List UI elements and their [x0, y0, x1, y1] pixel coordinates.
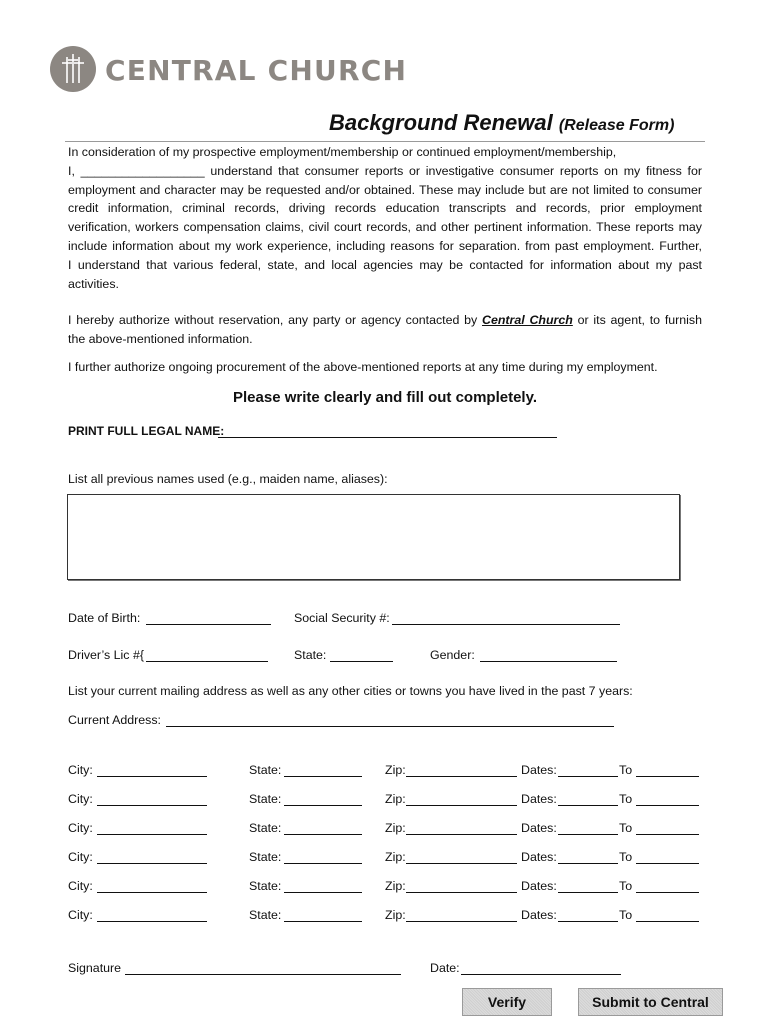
address-city-label: City:: [68, 850, 93, 864]
address-state-input[interactable]: [284, 763, 362, 777]
address-zip-label: Zip:: [385, 850, 406, 864]
address-state-input[interactable]: [284, 908, 362, 922]
address-city-label: City:: [68, 879, 93, 893]
address-to-label: To: [619, 879, 633, 893]
signature-date-label: Date:: [430, 961, 460, 975]
signature-date-input[interactable]: [461, 961, 621, 975]
authorize-text-after: or its agent, to furnish: [572, 313, 703, 327]
intro-line: verification, workers compensation claims, civil court records, and other pertinent information. These reports may: [68, 220, 702, 235]
address-to-input[interactable]: [636, 879, 699, 893]
address-city-label: City:: [68, 763, 93, 777]
address-state-label: State:: [249, 879, 282, 893]
address-state-label: State:: [249, 763, 282, 777]
intro-line: I understand that various federal, state, and local agencies may be contacted for information about my past: [68, 257, 702, 272]
address-dates-input[interactable]: [558, 763, 618, 777]
address-city-label: City:: [68, 821, 93, 835]
address-to-input[interactable]: [636, 763, 699, 777]
address-city-label: City:: [68, 792, 93, 806]
intro-line: employment and character may be requested and/or obtained. These may include but are not limited to consumer: [68, 182, 702, 197]
title-main: Background Renewal: [329, 110, 553, 135]
address-city-input[interactable]: [97, 763, 207, 777]
address-city-input[interactable]: [97, 850, 207, 864]
address-city-input[interactable]: [97, 908, 207, 922]
address-zip-label: Zip:: [385, 908, 406, 922]
drivers-lic-label: Driver’s Lic #{: [68, 648, 144, 662]
address-state-label: State:: [249, 792, 282, 806]
address-zip-input[interactable]: [406, 879, 517, 893]
intro-paragraph: [68, 143, 702, 293]
signature-input[interactable]: [125, 961, 401, 975]
address-dates-label: Dates:: [521, 821, 557, 835]
address-dates-label: Dates:: [521, 792, 557, 806]
authorize-line-2: the above-mentioned information.: [68, 331, 253, 346]
address-dates-label: Dates:: [521, 908, 557, 922]
dob-input[interactable]: [146, 611, 271, 625]
form-title: [329, 110, 674, 136]
intro-line: credit information, criminal records, driving records education transcripts and records, prior employment: [68, 201, 702, 216]
address-state-label: State:: [249, 908, 282, 922]
org-name: Central Church: [482, 313, 573, 327]
previous-names-textarea[interactable]: [67, 494, 680, 580]
address-state-input[interactable]: [284, 850, 362, 864]
address-zip-input[interactable]: [406, 850, 517, 864]
address-to-input[interactable]: [636, 908, 699, 922]
address-dates-input[interactable]: [558, 792, 618, 806]
address-to-label: To: [619, 821, 633, 835]
current-address-input[interactable]: [166, 713, 614, 727]
address-state-label: State:: [249, 821, 282, 835]
address-zip-input[interactable]: [406, 763, 517, 777]
instructions-heading: Please write clearly and fill out completely.: [233, 389, 537, 406]
address-dates-input[interactable]: [558, 821, 618, 835]
lic-state-label: State:: [294, 648, 327, 662]
address-zip-label: Zip:: [385, 792, 406, 806]
intro-line: In consideration of my prospective employment/membership or continued employment/membership,: [68, 145, 617, 159]
address-to-input[interactable]: [636, 821, 699, 835]
address-dates-input[interactable]: [558, 850, 618, 864]
legal-name-label: PRINT FULL LEGAL NAME:: [68, 424, 225, 438]
address-prompt: List your current mailing address as well as any other cities or towns you have lived in the past 7 years:: [68, 684, 633, 698]
gender-input[interactable]: [480, 648, 617, 662]
title-sub: (Release Form): [558, 117, 675, 134]
ssn-label: Social Security #:: [294, 611, 390, 625]
church-logo-icon: [50, 46, 96, 92]
ssn-input[interactable]: [392, 611, 620, 625]
current-address-label: Current Address:: [68, 713, 161, 727]
logo-text: CENTRAL CHURCH: [105, 54, 408, 87]
address-to-label: To: [619, 763, 633, 777]
signature-label: Signature: [68, 961, 122, 975]
address-dates-label: Dates:: [521, 879, 557, 893]
address-dates-label: Dates:: [521, 850, 557, 864]
address-state-label: State:: [249, 850, 282, 864]
authorize-text-before: I hereby authorize without reservation, any party or agency contacted by: [68, 313, 482, 327]
address-to-label: To: [619, 792, 633, 806]
address-zip-input[interactable]: [406, 908, 517, 922]
address-zip-label: Zip:: [385, 879, 406, 893]
address-city-input[interactable]: [97, 792, 207, 806]
address-to-input[interactable]: [636, 850, 699, 864]
legal-name-input[interactable]: [218, 424, 557, 438]
submit-button[interactable]: Submit to Central: [578, 988, 723, 1016]
verify-button[interactable]: Verify: [462, 988, 552, 1016]
previous-names-label: List all previous names used (e.g., maiden name, aliases):: [68, 472, 388, 486]
address-zip-input[interactable]: [406, 821, 517, 835]
address-dates-input[interactable]: [558, 908, 618, 922]
address-dates-label: Dates:: [521, 763, 557, 777]
address-zip-label: Zip:: [385, 821, 406, 835]
authorize-paragraph: [68, 311, 702, 349]
address-state-input[interactable]: [284, 821, 362, 835]
address-to-label: To: [619, 908, 633, 922]
address-city-input[interactable]: [97, 879, 207, 893]
address-city-input[interactable]: [97, 821, 207, 835]
address-state-input[interactable]: [284, 792, 362, 806]
address-to-input[interactable]: [636, 792, 699, 806]
address-to-label: To: [619, 850, 633, 864]
dob-label: Date of Birth:: [68, 611, 141, 625]
title-divider: [65, 141, 705, 142]
address-zip-label: Zip:: [385, 763, 406, 777]
intro-line: include information about my work experience, including reasons for separation. from past employment. Further,: [68, 238, 702, 253]
intro-line: activities.: [68, 276, 119, 291]
authorize-line-1: [68, 311, 702, 330]
address-state-input[interactable]: [284, 879, 362, 893]
lic-state-input[interactable]: [330, 648, 393, 662]
drivers-lic-input[interactable]: [146, 648, 268, 662]
address-city-label: City:: [68, 908, 93, 922]
address-dates-input[interactable]: [558, 879, 618, 893]
gender-label: Gender:: [430, 648, 475, 662]
intro-line: I, __________________ understand that consumer reports or investigative consumer reports on my fitness for: [68, 163, 702, 178]
address-zip-input[interactable]: [406, 792, 517, 806]
further-authorize: I further authorize ongoing procurement of the above-mentioned reports at any time during my employment.: [68, 360, 658, 374]
